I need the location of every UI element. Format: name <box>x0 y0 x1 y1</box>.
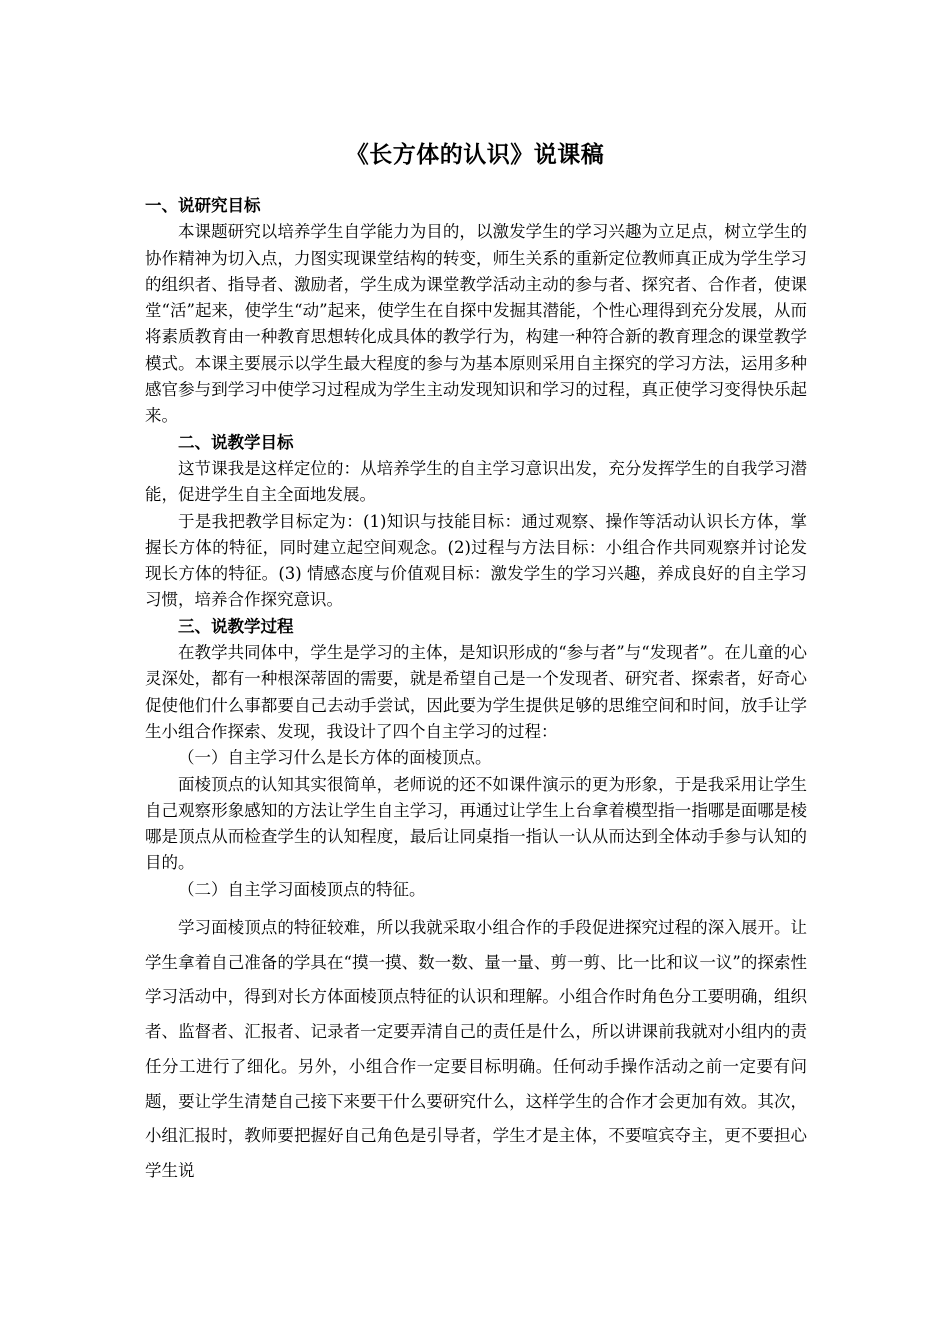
section-heading-1: 一、说研究目标 <box>145 196 261 215</box>
section-3-intro: 在教学共同体中，学生是学习的主体，是知识形成的“参与者”与“发现者”。在儿童的心灵深处，都有一种根深蒂固的需要，就是希望自己是一个发现者、研究者、探索者，好奇心促使他们什么事都要自己去动手尝试，因此要为学生提供足够的思维空间和时间，放手让学生小组合作探索、发现，我设计了四个自主学习的过程： <box>145 643 807 741</box>
section-2-paragraph-1: 这节课我是这样定位的：从培养学生的自主学习意识出发，充分发挥学生的自我学习潜能，促进学生自主全面地发展。 <box>145 458 807 505</box>
document-body <box>145 193 807 1189</box>
section-heading-2: 二、说教学目标 <box>178 432 294 452</box>
subsection-1-title: （一）自主学习什么是长方体的面棱顶点。 <box>178 748 492 768</box>
subsection-2-text: 学习面棱顶点的特征较难，所以我就采取小组合作的手段促进探究过程的深入展开。让学生拿着自己准备的学具在“摸一摸、数一数、量一量、剪一剪、比一比和议一议”的探索性学习活动中，得到对长方体面棱顶点特征的认识和理解。小组合作时角色分工要明确，组织者、监督者、汇报者、记录者一定要弄清自己的责任是什么，所以讲课前我就对小组内的责任分工进行了细化。另外，小组合作一定要目标明确。任何动手操作活动之前一定要有问题，要让学生清楚自己接下来要干什么要研究什么，这样学生的合作才会更加有效。其次，小组汇报时，教师要把握好自己角色是引导者，学生才是主体，不要喧宾夺主，更不要担心学生说 <box>145 918 807 1180</box>
subsection-2-title: （二）自主学习面棱顶点的特征。 <box>178 879 426 899</box>
page-title: 《长方体的认识》说课稿 <box>345 142 605 168</box>
subsection-1-text: 面棱顶点的认知其实很简单，老师说的还不如课件演示的更为形象，于是我采用让学生自己观察形象感知的方法让学生自主学习，再通过让学生上台拿着模型指一指哪是面哪是棱哪是顶点从而检查学生的认知程度，最后让同桌指一指认一认从而达到全体动手参与认知的目的。 <box>145 774 807 873</box>
section-heading-3: 三、说教学过程 <box>178 616 294 636</box>
section-2-paragraph-2: 于是我把教学目标定为：(1)知识与技能目标：通过观察、操作等活动认识长方体，掌握长方体的特征，同时建立起空间观念。(2)过程与方法目标：小组合作共同观察并讨论发现长方体的特征。(3) 情感态度与价值观目标：激发学生的学习兴趣，养成良好的自主学习习惯，培养合作探究意识。 <box>145 511 807 610</box>
section-1-paragraph: 本课题研究以培养学生自学能力为目的，以激发学生的学习兴趣为立足点，树立学生的协作精神为切入点，力图实现课堂结构的转变，师生关系的重新定位教师真正成为学生学习的组织者、指导者、激励者，学生成为课堂教学活动主动的参与者、探究者、合作者，使课堂“活”起来，使学生“动”起来，使学生在自探中发掘其潜能，个性心理得到充分发展，从而将素质教育由一种教育思想转化成具体的教学行为，构建一种符合新的教育理念的课堂教学模式。本课主要展示以学生最大程度的参与为基本原则采用自主探究的学习方法，运用多种感官参与到学习中使学习过程成为学生主动发现知识和学习的过程，真正使学习变得快乐起来。 <box>145 222 807 426</box>
